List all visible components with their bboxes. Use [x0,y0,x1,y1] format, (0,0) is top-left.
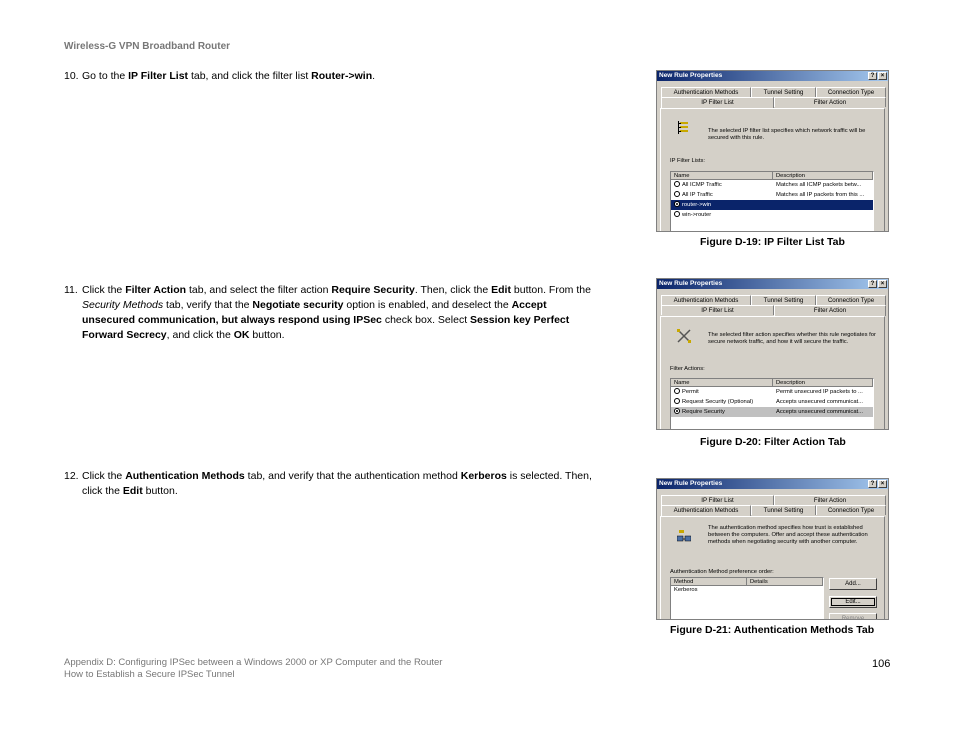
filter-action-icon [677,329,691,343]
tab-ip-filter-list[interactable]: IP Filter List [661,495,774,505]
dialog-titlebar [657,479,888,489]
text: Click the [82,470,126,482]
help-button[interactable]: ? [868,480,877,488]
edit-button[interactable]: Edit... [829,596,877,608]
step-12 [64,469,594,499]
item-name: Permit [682,389,699,395]
tab-connection-type[interactable]: Connection Type [816,295,886,305]
list-item[interactable] [671,210,873,220]
tab-tunnel-setting[interactable]: Tunnel Setting [751,295,816,305]
tab-authentication-methods[interactable]: Authentication Methods [661,87,751,97]
item-description: Matches all IP packets from this ... [776,192,865,198]
bold-text: Filter Action [125,284,187,296]
item-description: Accepts unsecured communicat... [776,409,863,415]
tab-ip-filter-list[interactable]: IP Filter List [661,305,774,315]
list-label: Filter Actions: [670,366,705,372]
radio-button[interactable] [674,398,680,404]
description-text: The selected filter action specifies whether this rule negotiates for secure network traffic, and how it will secure the traffic. [708,332,876,345]
description-text: The selected IP filter list specifies which network traffic will be secured with this rule. [708,128,866,141]
radio-button[interactable] [674,211,680,217]
text: Go to the [82,70,129,82]
text: . [372,70,376,82]
item-description: Permit unsecured IP packets to ... [776,389,863,395]
tab-tunnel-setting[interactable]: Tunnel Setting [751,505,816,515]
page-number: 106 [872,658,891,670]
list-item[interactable] [671,397,873,407]
text: button. [249,329,285,341]
list-header [671,379,873,387]
line [64,484,594,499]
tab-authentication-methods[interactable]: Authentication Methods [661,505,751,516]
filter-list-icon [677,121,691,135]
tab-row-back [657,87,888,97]
bold-text: Router->win [311,70,373,82]
item-description [773,200,873,210]
column-header-details[interactable]: Details [747,578,823,585]
step-number: 10. [64,70,79,82]
step-number: 11. [64,284,78,296]
list-item-selected[interactable] [671,200,873,210]
filter-actions-list [670,378,874,430]
dialog-authentication-methods [656,478,889,620]
list-item-selected[interactable] [671,586,823,594]
line [64,313,594,328]
text: button. From the [510,284,591,296]
close-button[interactable]: × [878,480,887,488]
item-details [747,586,823,594]
step-number: 12. [64,470,79,482]
dialog-title: New Rule Properties [659,72,723,79]
item-description [773,210,873,220]
list-item[interactable] [671,190,873,200]
tab-row-back [657,295,888,305]
text: tab, and click the filter list [188,70,312,82]
text: click the [82,485,123,497]
bold-text: unsecured communication, but always respond using IPSec [82,314,382,326]
item-description: Matches all ICMP packets betw... [776,182,862,188]
radio-button[interactable] [674,201,680,207]
tab-row-front [657,97,888,107]
bold-text: OK [233,329,250,341]
bold-text: Negotiate security [252,299,344,311]
text: tab, verify that the [163,299,253,311]
list-header [671,172,873,180]
help-button[interactable]: ? [868,72,877,80]
list-item-selected[interactable] [671,407,873,417]
text: tab, and verify that the authentication method [244,470,461,482]
tab-filter-action[interactable]: Filter Action [774,305,886,316]
list-header [671,578,823,586]
tab-connection-type[interactable]: Connection Type [816,87,886,97]
item-name: All ICMP Traffic [682,182,722,188]
item-name: All IP Traffic [682,192,713,198]
dialog-filter-action [656,278,889,430]
tab-filter-action[interactable]: Filter Action [774,97,886,107]
authentication-methods-list [670,577,824,620]
bold-text: Accept [511,299,547,311]
radio-button[interactable] [674,408,680,414]
line [64,298,594,313]
tab-row-back [657,495,888,505]
italic-text: Security Methods [82,299,164,311]
footer-line-1: Appendix D: Configuring IPSec between a Windows 2000 or XP Computer and the Router [64,657,443,668]
text: Click the [82,284,126,296]
radio-button[interactable] [674,191,680,197]
running-header: Wireless-G VPN Broadband Router [64,41,231,52]
item-method: Kerberos [674,587,698,593]
text: is selected. Then, [506,470,592,482]
tab-connection-type[interactable]: Connection Type [816,505,886,515]
tab-row-front [657,505,888,515]
list-item[interactable] [671,387,873,397]
close-button[interactable]: × [878,280,887,288]
figure-caption: Figure D-20: Filter Action Tab [700,436,846,448]
step-10 [64,69,594,84]
add-button[interactable]: Add... [829,578,877,590]
line [64,283,594,298]
dialog-ip-filter-list [656,70,889,232]
tab-row-front [657,305,888,315]
item-description: Accepts unsecured communicat... [776,399,863,405]
column-header-method[interactable]: Method [671,578,747,585]
bold-text: IP Filter List [128,70,189,82]
text: option is enabled, and deselect the [343,299,512,311]
item-name: Require Security [682,409,725,415]
item-name: win->router [682,212,712,218]
text: . Then, click the [414,284,492,296]
column-header-description[interactable]: Description [773,379,873,386]
text: tab, and select the filter action [186,284,332,296]
line [64,328,594,343]
bold-text: Forward Secrecy [82,329,167,341]
remove-button[interactable]: Remove [829,613,877,620]
tab-authentication-methods[interactable]: Authentication Methods [661,295,751,305]
help-button[interactable]: ? [868,280,877,288]
dialog-titlebar [657,71,888,81]
footer-line-2: How to Establish a Secure IPSec Tunnel [64,669,235,680]
figure-caption: Figure D-21: Authentication Methods Tab [670,624,875,636]
step-11 [64,283,594,343]
list-label: IP Filter Lists: [670,158,706,164]
column-header-name[interactable]: Name [671,172,773,179]
item-name: router->win [682,202,712,208]
bold-text: Edit [491,284,511,296]
column-header-description[interactable]: Description [773,172,873,179]
text: button. [142,485,178,497]
bold-text: Kerberos [460,470,507,482]
bold-text: Require Security [331,284,415,296]
dialog-title: New Rule Properties [659,280,723,287]
bold-text: Authentication Methods [125,470,245,482]
list-item[interactable] [671,180,873,190]
dialog-title: New Rule Properties [659,480,723,487]
dialog-titlebar [657,279,888,289]
bold-text: Session key Perfect [470,314,570,326]
radio-button[interactable] [674,181,680,187]
footer [64,657,442,681]
radio-button[interactable] [674,388,680,394]
item-name: Request Security (Optional) [682,399,754,405]
text: check box. Select [381,314,471,326]
close-button[interactable]: × [878,72,887,80]
line [64,469,594,484]
column-header-name[interactable]: Name [671,379,773,386]
list-label: Authentication Method preference order: [670,569,774,575]
text: , and click the [166,329,234,341]
figure-caption: Figure D-19: IP Filter List Tab [700,236,845,248]
ip-filter-lists [670,171,874,232]
bold-text: Edit [122,485,143,497]
tab-tunnel-setting[interactable]: Tunnel Setting [751,87,816,97]
tab-filter-action[interactable]: Filter Action [774,495,886,505]
description-text: The authentication method specifies how trust is established between the computers. Offer and accept these authentication methods when negotiating security with another computer. [708,525,868,545]
computers-trust-icon [677,529,691,543]
tab-ip-filter-list[interactable]: IP Filter List [661,97,774,108]
